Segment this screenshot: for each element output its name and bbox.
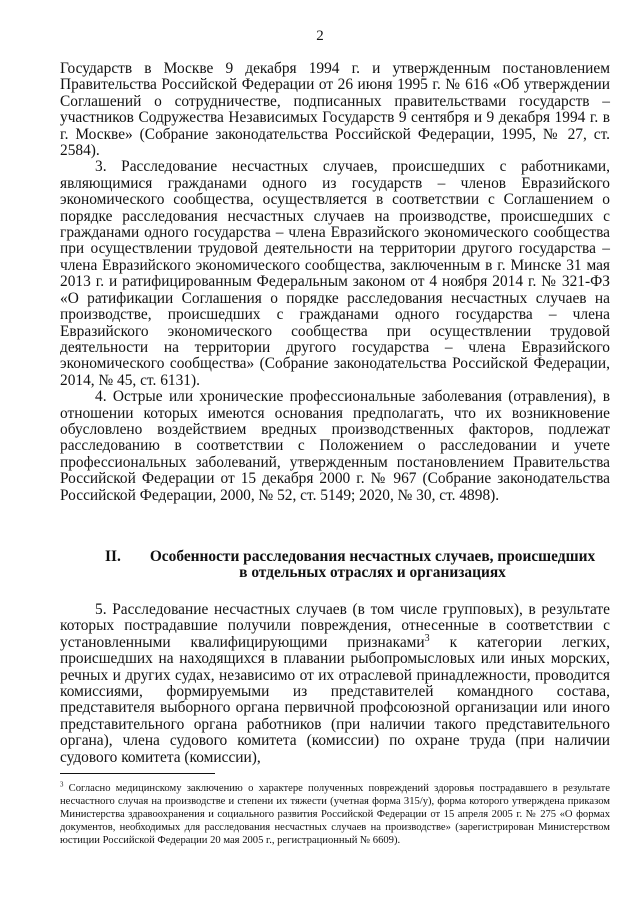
- body-text-bottom: [60, 602, 610, 766]
- section-title: Особенности расследования несчастных случаев, происшедших в отдельных отраслях и организациях: [149, 548, 596, 582]
- paragraph-3: 3. Расследование несчастных случаев, происшедших с работниками, являющимися гражданами одного из государств – членов Евразийского экономического сообщества, осуществляется в соответствии с Соглашением о порядке расследования несчастных случаев на производстве, происшедших с гражданами одного государства – члена Евразийского экономического сообщества при осуществлении трудовой деятельности на территории другого государства – члена Евразийского экономического сообщества, заключенным в г. Минске 31 мая 2013 г. и ратифицированным Федеральным законом от 4 ноября 2014 г. № 321-ФЗ «О ратификации Соглашения о порядке расследования несчастных случаев на производстве, происшедших с гражданами одного государства – члена Евразийского экономического сообщества при осуществлении трудовой деятельности на территории другого государства – члена Евразийского экономического сообщества» (Собрание законодательства Российской Федерации, 2014, № 45, ст. 6131).: [60, 158, 610, 389]
- page-number: 2: [316, 28, 324, 44]
- footnote: [60, 782, 610, 847]
- body-text-top: [60, 61, 610, 504]
- footnote-text: Согласно медицинскому заключению о характере полученных повреждений здоровья пострадавшего в результате несчастного случая на производстве и степени их тяжести (учетная форма 315/у), форма которого утверждена приказом Министерства здравоохранения и социального развития Российской Федерации от 15 апреля 2005 г. № 275 «О формах документов, необходимых для расследования несчастных случаев на производстве» (зарегистрирован Министерством юстиции Российской Федерации 20 мая 2005 г., регистрационный № 6609).: [60, 783, 610, 847]
- paragraph-5-text-end: к категории легких, происшедших на находящихся в плавании рыбопромысловых или иных морских, речных и других судах, независимо от их отраслевой принадлежности, проводится комиссиями, формируемыми из представителей командного состава, представителя выборного органа первичной профсоюзной организации или иного представительного органа работников (при наличии такого представительного органа), члена судового комитета (комиссии) по охране труда (при наличии судового комитета (комиссии),: [60, 633, 610, 766]
- paragraph-5: [60, 602, 610, 766]
- paragraph-5-text-start: 5. Расследование несчастных случаев (в том числе групповых), в результате которых пострадавшие получили повреждения, отнесенные в соответствии с установленными квалифицирующими признаками: [60, 601, 610, 651]
- paragraph-4: 4. Острые или хронические профессиональные заболевания (отравления), в отношении которых имеются основания предполагать, что их возникновение обусловлено воздействием вредных производственных факторов, подлежат расследованию в соответствии с Положением о расследовании и учете профессиональных заболеваний, утвержденным постановлением Правительства Российской Федерации от 15 декабря 2000 г. № 967 (Собрание законодательства Российской Федерации, 2000, № 52, ст. 5149; 2020, № 30, ст. 4898).: [60, 388, 610, 504]
- section-heading: [60, 549, 610, 582]
- paragraph-continuation: Государств в Москве 9 декабря 1994 г. и утвержденным постановлением Правительства Российской Федерации от 26 июня 1995 г. № 616 «Об утверждении Соглашений о сотрудничестве, подписанных правительствами государств – участников Содружества Независимых Государств 9 сентября и 9 декабря 1994 г. в г. Москве» (Собрание законодательства Российской Федерации, 1995, № 27, ст. 2584).: [60, 60, 610, 160]
- footnote-marker: 3: [60, 781, 64, 789]
- section-number: II.: [105, 548, 121, 565]
- footnote-divider: [60, 773, 215, 774]
- footnote-reference[interactable]: 3: [424, 632, 430, 644]
